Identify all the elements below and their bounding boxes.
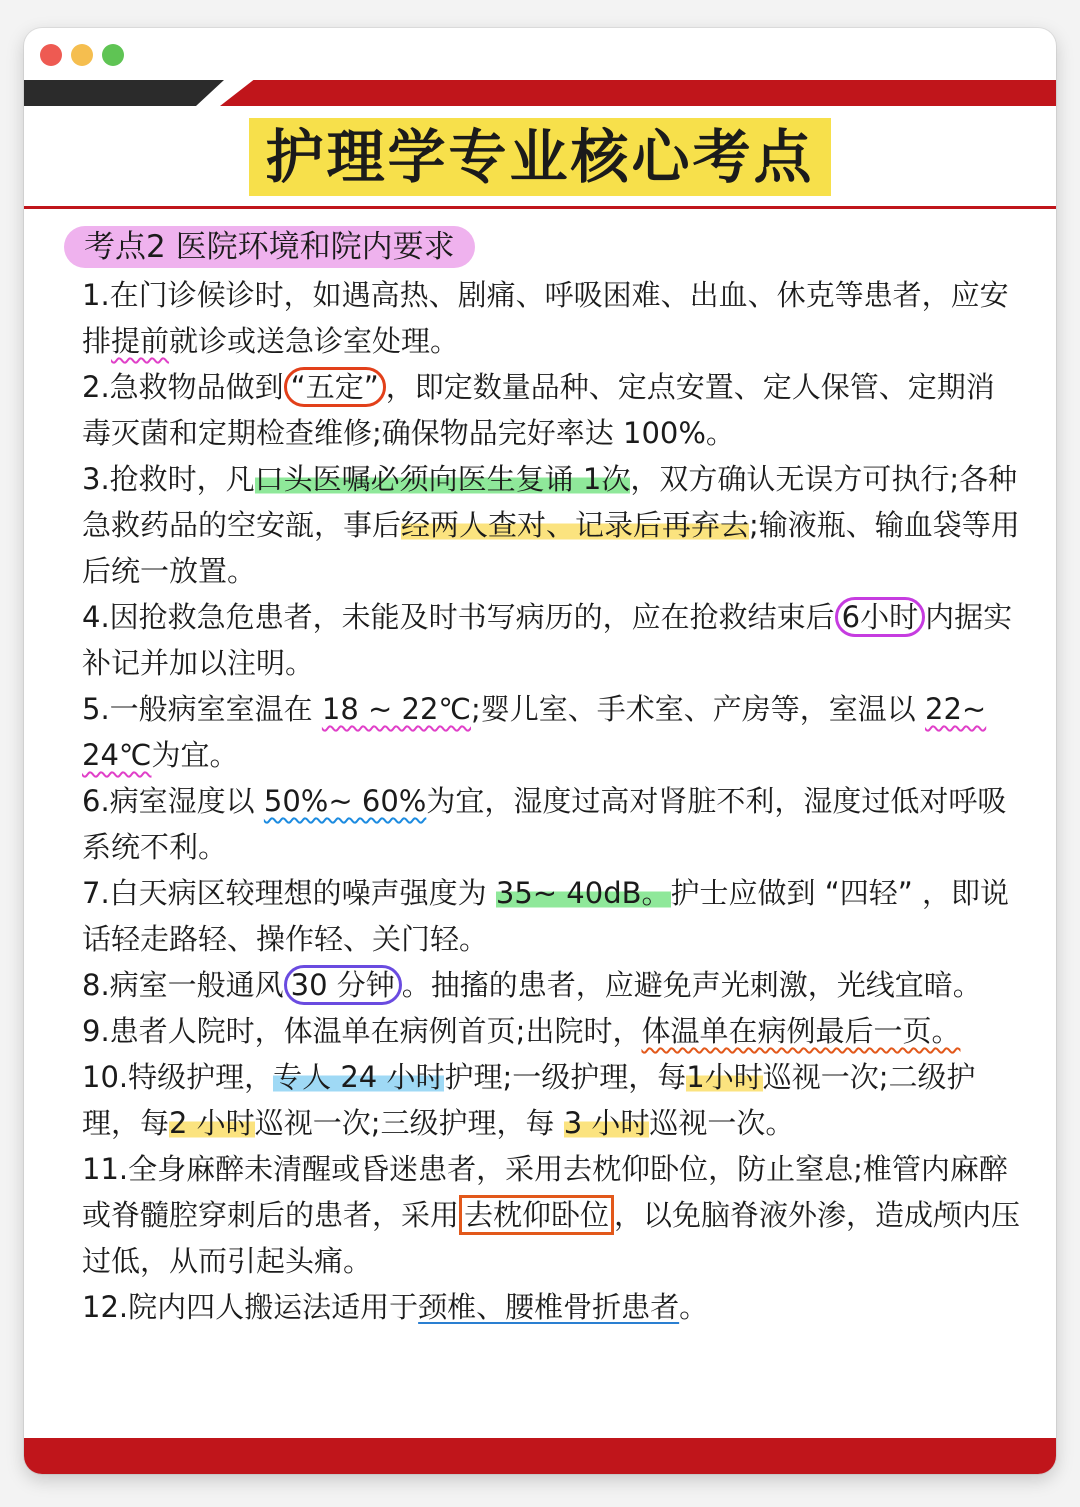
title-divider [24,206,1056,209]
header-band-dark [24,80,224,106]
list-item-6: 6.病室湿度以 50%~ 60%为宜，湿度过高对肾脏不利，湿度过低对呼吸系统不利。 [82,784,1007,864]
list-item-11: 11.全身麻醉未清醒或昏迷患者，采用去枕仰卧位，防止窒息;椎管内麻醉或脊髓腔穿刺后的患者，采用 去枕仰卧位 ，以免脑脊液外渗，造成颅内压过低，从而引起头痛。 [82,1152,1021,1278]
list-item-10: 10.特级护理，专人 24 小时护理;一级护理，每1小时巡视一次;二级护理，每2 小时巡视一次;三级护理，每 3 小时巡视一次。 [82,1060,976,1140]
list-item-5: 5.一般病室室温在 18 ~ 22℃;婴儿室、手术室、产房等，室温以 22~ 24℃为宜。 [82,692,987,772]
minimize-dot-icon[interactable] [71,44,93,66]
section-title: 考点2 医院环境和院内要求 [64,226,475,268]
list-item-12: 12.院内四人搬运法适用于颈椎、腰椎骨折患者。 [82,1290,709,1324]
list-item-7: 7.白天病区较理想的噪声强度为 35~ 40dB。护士应做到 “四轻” ，即说话轻走路轻、操作轻、关门轻。 [82,876,1010,956]
five-fixed-circled: “五定” [284,367,386,407]
list-item-8: 8.病室一般通风 30 分钟 。抽搐的患者，应避免声光刺激，光线宜暗。 [82,962,1022,1008]
note-content [82,272,1022,1330]
maximize-dot-icon[interactable] [102,44,124,66]
list-item-3: 3.抢救时，凡口头医嘱必须向医生复诵 1次，双方确认无误方可执行;各种急救药品的空安瓿，事后经两人查对、记录后再弃去;输液瓶、输血袋等用后统一放置。 [82,462,1020,588]
close-dot-icon[interactable] [40,44,62,66]
footer-band-red [24,1438,1056,1474]
header-band-red [220,80,1056,106]
list-item-4: 4.因抢救急危患者，未能及时书写病历的，应在抢救结束后 6小时 内据实补记并加以注明。 [82,594,1022,686]
app-window [24,28,1056,1474]
window-controls [40,44,124,66]
list-item-1: 1.在门诊候诊时，如遇高热、剧痛、呼吸困难、出血、休克等患者，应安排提前就诊或送急诊室处理。 [82,278,1009,358]
list-item-2: 2.急救物品做到 “五定” ，即定数量品种、定点安置、定人保管、定期消毒灭菌和定期检查维修;确保物品完好率达 100%。 [82,364,1022,456]
page-title: 护理学专业核心考点 [249,118,830,196]
list-item-9: 9.患者人院时，体温单在病例首页;出院时，体温单在病例最后一页。 [82,1014,961,1048]
